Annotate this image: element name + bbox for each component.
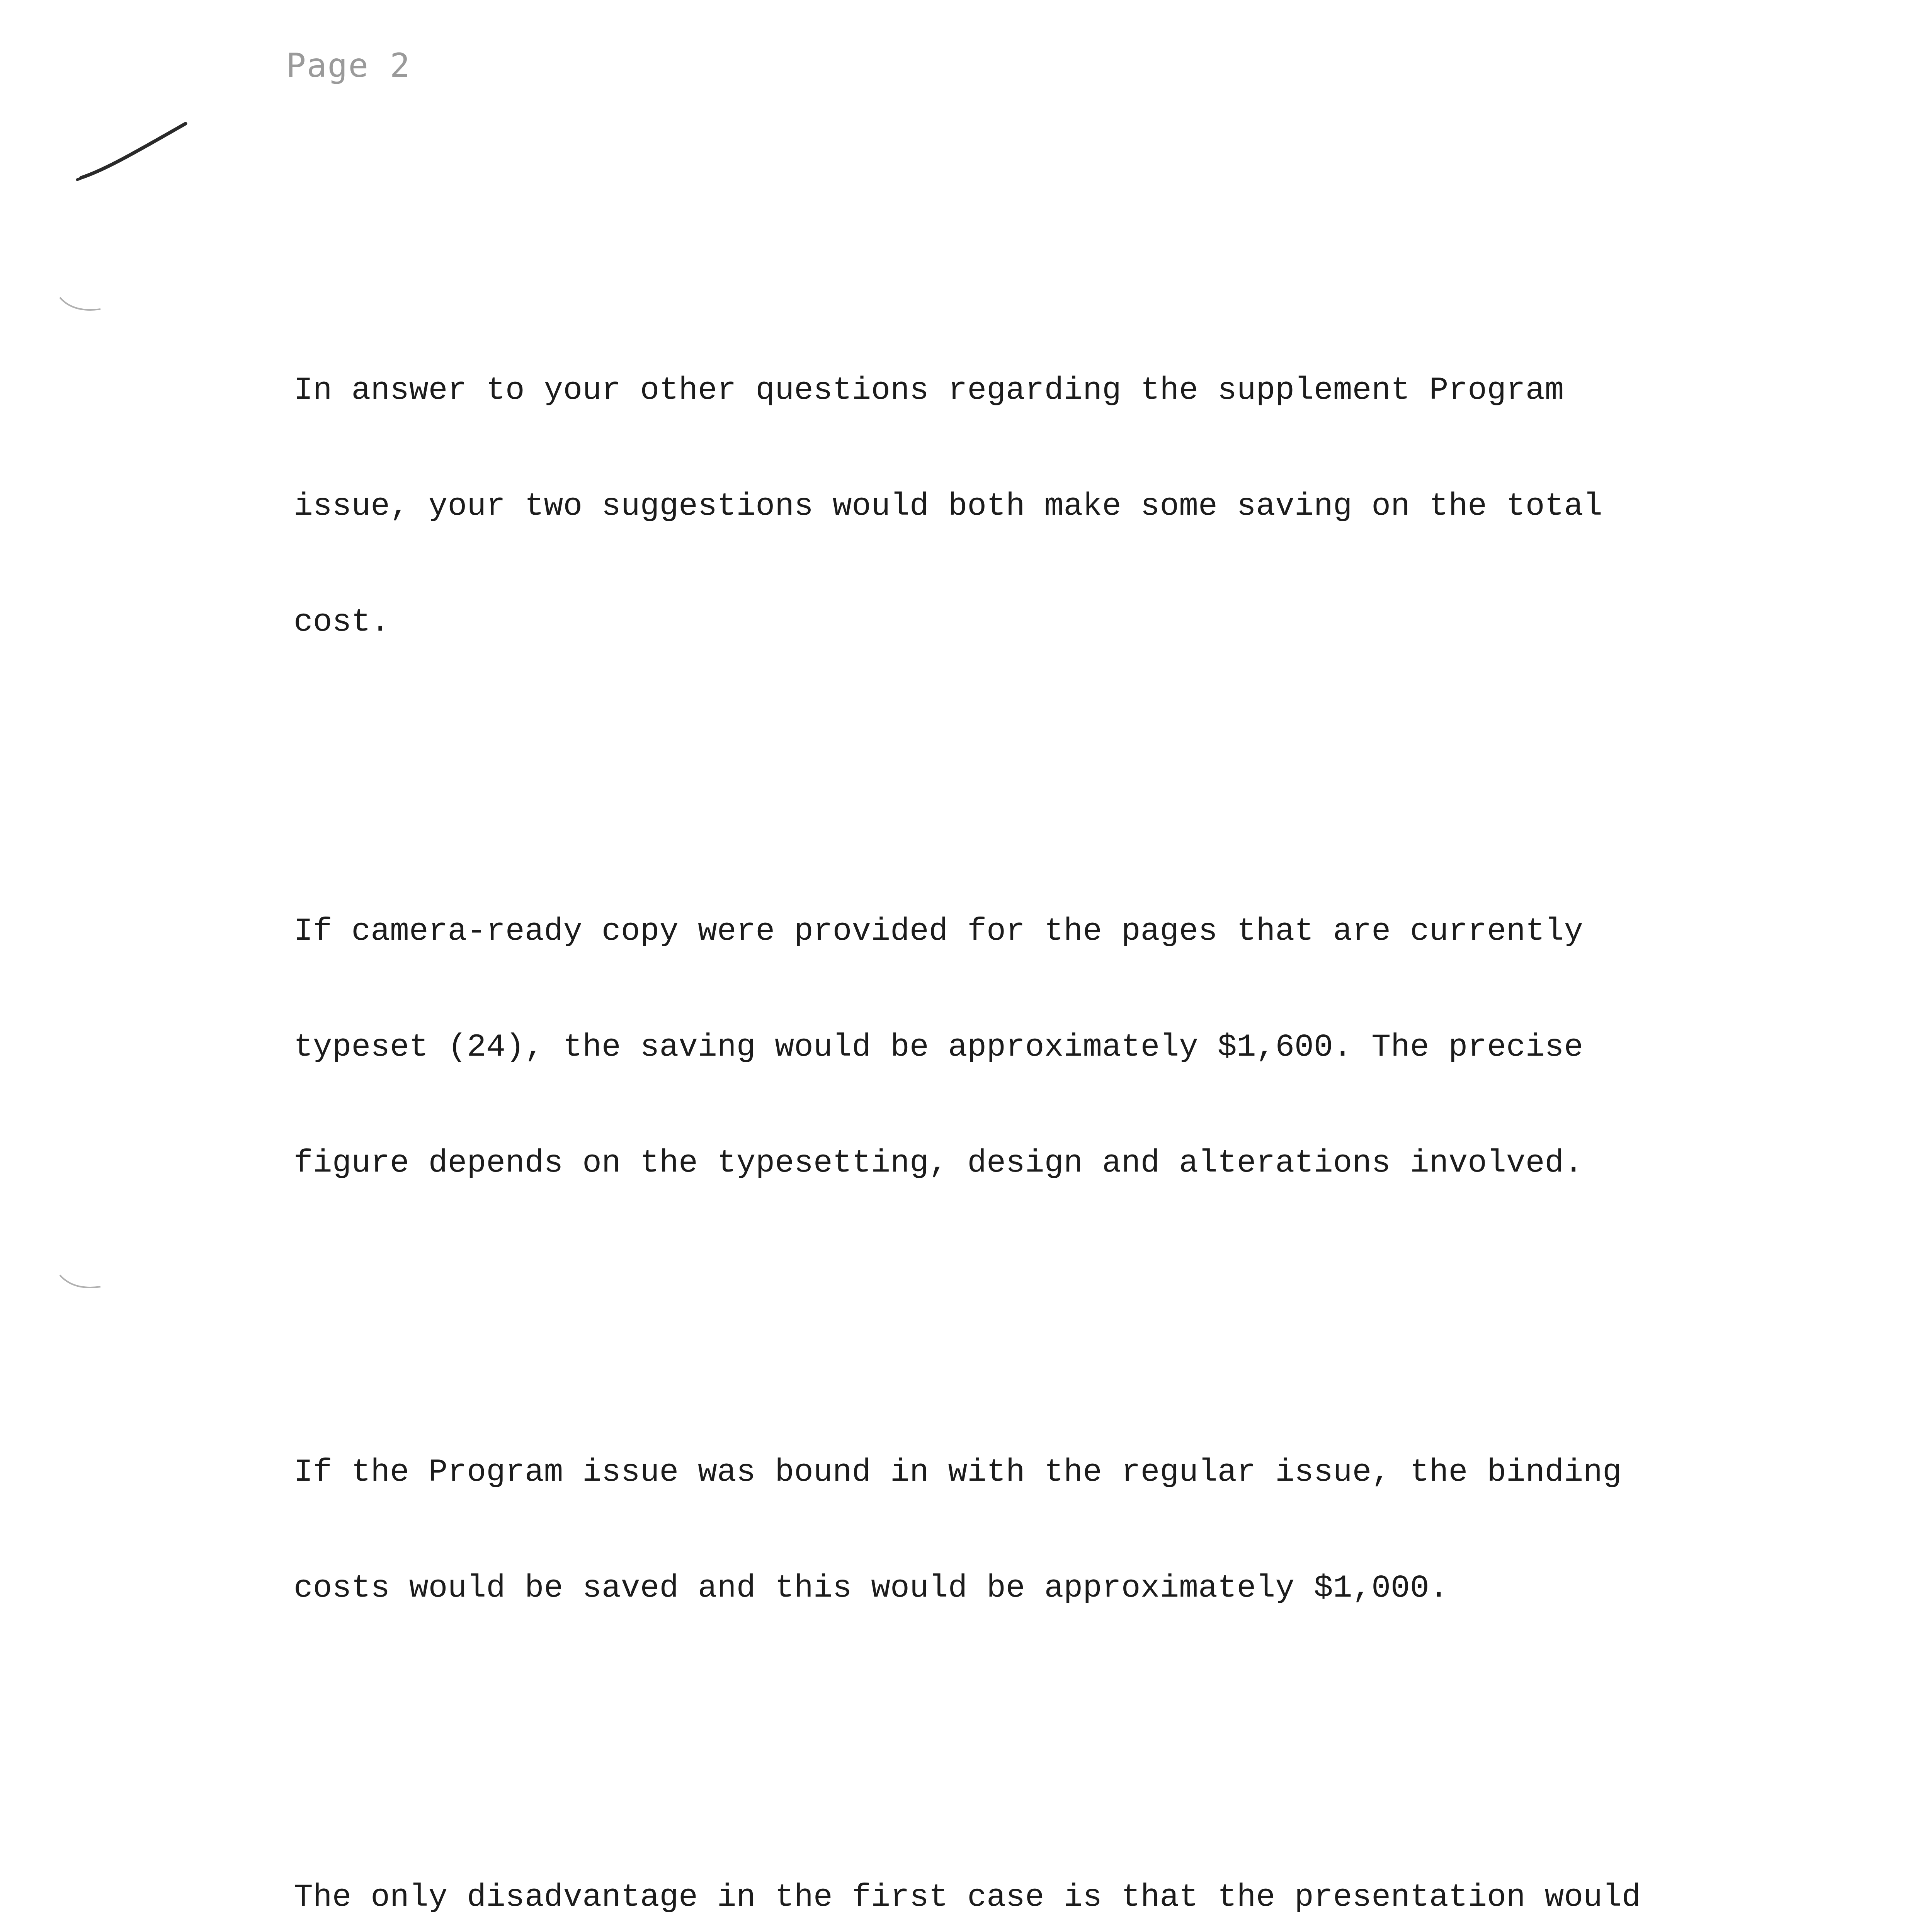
pen-tick-mark — [70, 112, 201, 189]
page-number-label: Page 2 — [286, 46, 411, 85]
text-line: If the Program issue was bound in with the regular issue, the binding — [294, 1454, 1622, 1490]
letter-body — [294, 216, 1762, 1932]
punch-hole-mark — [58, 294, 104, 325]
paragraph-3 — [294, 1376, 1762, 1685]
text-line: cost. — [294, 604, 390, 640]
text-line: typeset (24), the saving would be approximately $1,600. The precise — [294, 1029, 1584, 1065]
text-line: issue, your two suggestions would both make some saving on the total — [294, 488, 1602, 524]
text-line: costs would be saved and this would be approximately $1,000. — [294, 1570, 1449, 1606]
text-line: In answer to your other questions regarding the supplement Program — [294, 372, 1564, 408]
text-line: The only disadvantage in the first case is that the presentation would — [294, 1879, 1641, 1915]
paragraph-1 — [294, 294, 1762, 719]
punch-hole-mark — [58, 1271, 104, 1302]
paragraph-2 — [294, 835, 1762, 1260]
text-line: figure depends on the typesetting, design and alterations involved. — [294, 1145, 1584, 1181]
text-line: If camera-ready copy were provided for the pages that are currently — [294, 913, 1584, 949]
paragraph-4 — [294, 1801, 1762, 1932]
